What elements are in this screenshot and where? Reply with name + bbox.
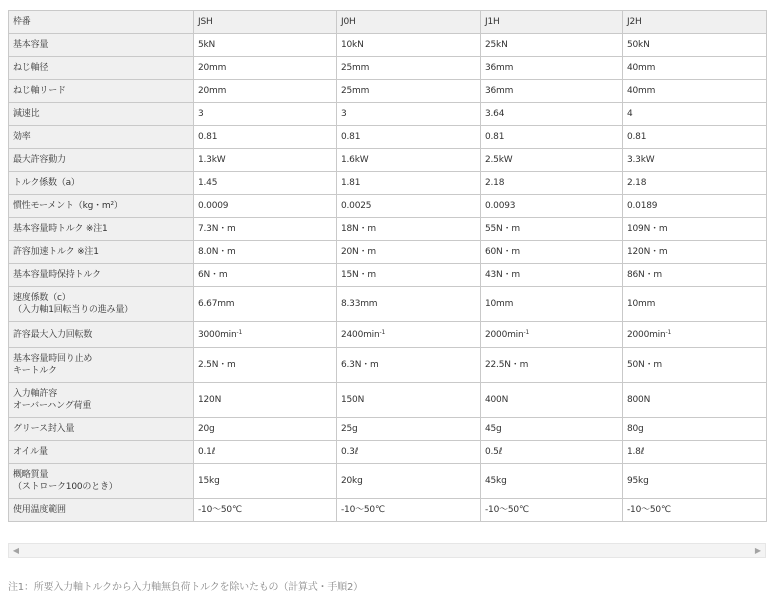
row-label-cell [9, 264, 194, 287]
cell-value: 2000min [627, 329, 666, 340]
value-cell-j2h [623, 103, 767, 126]
table-row [9, 57, 767, 80]
cell-value: 25mm [341, 63, 370, 73]
cell-value: 10mm [485, 299, 514, 309]
header-cell-frame: 枠番 [9, 11, 194, 34]
row-label-text: 基本容量 [13, 40, 49, 50]
unit-superscript: -1 [236, 328, 243, 336]
value-cell-j0h [337, 418, 481, 441]
header-cell-j0h: J0H [337, 11, 481, 34]
table-row [9, 218, 767, 241]
value-cell-j1h [481, 383, 623, 418]
cell-value: 400N [485, 395, 509, 405]
value-cell-j0h [337, 149, 481, 172]
value-cell-j2h [623, 172, 767, 195]
row-label-text: グリース封入量 [13, 424, 75, 434]
cell-value: 50kN [627, 40, 650, 50]
value-cell-j1h [481, 499, 623, 522]
cell-value: 40mm [627, 86, 656, 96]
cell-value: 1.6kW [341, 155, 369, 165]
value-cell-j1h [481, 322, 623, 348]
value-cell-j0h [337, 126, 481, 149]
value-cell-j2h [623, 80, 767, 103]
table-row [9, 172, 767, 195]
table-row [9, 34, 767, 57]
value-cell-jsh [194, 287, 337, 322]
row-label-cell [9, 195, 194, 218]
value-cell-jsh [194, 195, 337, 218]
value-cell-j1h [481, 241, 623, 264]
spec-table [8, 10, 767, 522]
value-cell-j0h [337, 464, 481, 499]
value-cell-j1h [481, 418, 623, 441]
row-label-text: 使用温度範囲 [13, 505, 66, 515]
cell-value: 3.64 [485, 109, 505, 119]
footnote-text: 注1：所要入力軸トルクから入力軸無負荷トルクを除いたもの（計算式・手順2） [8, 582, 363, 593]
row-label-cell [9, 57, 194, 80]
value-cell-j2h [623, 218, 767, 241]
cell-value: 0.81 [198, 132, 218, 142]
row-label-text: 最大許容動力 [13, 155, 66, 165]
value-cell-j1h [481, 80, 623, 103]
value-cell-jsh [194, 80, 337, 103]
cell-value: 2.18 [627, 178, 647, 188]
value-cell-j2h [623, 464, 767, 499]
cell-value: 15kg [198, 476, 220, 486]
value-cell-j2h [623, 499, 767, 522]
value-cell-j1h [481, 172, 623, 195]
row-label-text: 速度係数（c） [13, 293, 71, 303]
row-label-text: ねじ軸リード [13, 86, 66, 96]
row-label-cell [9, 348, 194, 383]
scroll-left-arrow-icon[interactable]: ◀ [12, 546, 20, 555]
value-cell-jsh [194, 126, 337, 149]
value-cell-j1h [481, 149, 623, 172]
unit-superscript: -1 [523, 328, 530, 336]
cell-value: 1.45 [198, 178, 218, 188]
value-cell-jsh [194, 464, 337, 499]
cell-value: 36mm [485, 63, 514, 73]
row-label-text: オーバーハング荷重 [13, 401, 92, 411]
cell-value: 15N・m [341, 270, 376, 280]
value-cell-j0h [337, 172, 481, 195]
value-cell-jsh [194, 418, 337, 441]
cell-value: 2400min [341, 329, 380, 340]
cell-value: 60N・m [485, 247, 520, 257]
spec-table-body [9, 11, 767, 522]
cell-value: 43N・m [485, 270, 520, 280]
value-cell-j0h [337, 241, 481, 264]
value-cell-j1h [481, 218, 623, 241]
value-cell-j2h [623, 418, 767, 441]
row-label-text: 許容加速トルク ※注1 [13, 247, 99, 257]
unit-superscript: -1 [379, 328, 386, 336]
cell-value: 6.67mm [198, 299, 235, 309]
value-cell-jsh [194, 383, 337, 418]
cell-value: 4 [627, 109, 633, 119]
cell-value: 0.3ℓ [341, 447, 359, 457]
cell-value: 6N・m [198, 270, 228, 280]
row-label-cell [9, 218, 194, 241]
table-row [9, 348, 767, 383]
cell-value: 18N・m [341, 224, 376, 234]
value-cell-j2h [623, 441, 767, 464]
row-label-text: ねじ軸径 [13, 63, 49, 73]
cell-value: 0.0093 [485, 201, 516, 211]
header-cell-jsh: JSH [194, 11, 337, 34]
cell-value: 120N [198, 395, 222, 405]
value-cell-j1h [481, 348, 623, 383]
row-label-text: 許容最大入力回転数 [13, 329, 93, 340]
cell-value: 36mm [485, 86, 514, 96]
value-cell-j2h [623, 195, 767, 218]
cell-value: 0.81 [485, 132, 505, 142]
cell-value: 86N・m [627, 270, 662, 280]
value-cell-jsh [194, 441, 337, 464]
cell-value: -10～50℃ [198, 505, 242, 515]
value-cell-j1h [481, 264, 623, 287]
cell-value: 0.5ℓ [485, 447, 503, 457]
table-row [9, 418, 767, 441]
table-row [9, 126, 767, 149]
cell-value: 2.5N・m [198, 360, 236, 370]
row-label-text: （ストローク100のとき） [13, 482, 118, 492]
value-cell-j1h [481, 287, 623, 322]
table-row [9, 383, 767, 418]
cell-value: 20kg [341, 476, 363, 486]
row-label-cell [9, 322, 194, 348]
value-cell-jsh [194, 499, 337, 522]
cell-value: 8.33mm [341, 299, 378, 309]
value-cell-j1h [481, 126, 623, 149]
row-label-cell [9, 418, 194, 441]
value-cell-j0h [337, 195, 481, 218]
value-cell-jsh [194, 172, 337, 195]
cell-value: 3 [198, 109, 204, 119]
value-cell-j2h [623, 264, 767, 287]
cell-value: -10～50℃ [485, 505, 529, 515]
table-row [9, 103, 767, 126]
value-cell-j0h [337, 287, 481, 322]
header-cell-j1h: J1H [481, 11, 623, 34]
cell-value: 7.3N・m [198, 224, 236, 234]
table-row [9, 80, 767, 103]
row-label-cell [9, 441, 194, 464]
value-cell-j0h [337, 383, 481, 418]
value-cell-j2h [623, 34, 767, 57]
row-label-cell [9, 383, 194, 418]
value-cell-j1h [481, 57, 623, 80]
value-cell-j0h [337, 348, 481, 383]
header-cell-j2h: J2H [623, 11, 767, 34]
value-cell-j0h [337, 218, 481, 241]
value-cell-jsh [194, 57, 337, 80]
row-label-text: 概略質量 [13, 470, 49, 480]
table-row [9, 287, 767, 322]
cell-value: 95kg [627, 476, 649, 486]
cell-value: 109N・m [627, 224, 668, 234]
table-row [9, 464, 767, 499]
row-label-cell [9, 126, 194, 149]
row-label-cell [9, 499, 194, 522]
cell-value: 800N [627, 395, 651, 405]
cell-value: 25kN [485, 40, 508, 50]
row-label-cell [9, 464, 194, 499]
cell-value: 6.3N・m [341, 360, 379, 370]
row-label-text: 基本容量時トルク ※注1 [13, 224, 108, 234]
cell-value: 80g [627, 424, 644, 434]
row-label-cell [9, 172, 194, 195]
spec-table-container [8, 10, 766, 522]
value-cell-j2h [623, 149, 767, 172]
value-cell-j1h [481, 34, 623, 57]
row-label-cell [9, 149, 194, 172]
cell-value: 0.81 [341, 132, 361, 142]
cell-value: 0.0025 [341, 201, 372, 211]
value-cell-jsh [194, 241, 337, 264]
cell-value: 2000min [485, 329, 524, 340]
scrollbar-track[interactable] [23, 546, 751, 555]
table-row [9, 441, 767, 464]
row-label-text: トルク係数（a） [13, 178, 80, 188]
value-cell-j0h [337, 499, 481, 522]
cell-value: 50N・m [627, 360, 662, 370]
table-row [9, 195, 767, 218]
horizontal-scrollbar[interactable] [8, 543, 766, 558]
value-cell-jsh [194, 322, 337, 348]
cell-value: 8.0N・m [198, 247, 236, 257]
scroll-right-arrow-icon[interactable]: ▶ [754, 546, 762, 555]
cell-value: 20mm [198, 86, 227, 96]
value-cell-jsh [194, 348, 337, 383]
row-label-text: 慣性モーメント（kg・m²） [13, 201, 123, 211]
cell-value: 1.3kW [198, 155, 226, 165]
cell-value: 3.3kW [627, 155, 655, 165]
value-cell-j1h [481, 464, 623, 499]
cell-value: 3000min [198, 329, 237, 340]
table-row [9, 322, 767, 348]
cell-value: 10mm [627, 299, 656, 309]
cell-value: 45g [485, 424, 502, 434]
row-label-text: 減速比 [13, 109, 40, 119]
cell-value: -10～50℃ [627, 505, 671, 515]
value-cell-j0h [337, 441, 481, 464]
cell-value: 120N・m [627, 247, 668, 257]
value-cell-j0h [337, 103, 481, 126]
value-cell-jsh [194, 218, 337, 241]
row-label-text: 基本容量時回り止め [13, 354, 93, 364]
value-cell-j0h [337, 322, 481, 348]
cell-value: 0.0189 [627, 201, 658, 211]
value-cell-j0h [337, 57, 481, 80]
cell-value: 3 [341, 109, 347, 119]
cell-value: 20g [198, 424, 215, 434]
table-row [9, 241, 767, 264]
row-label-cell [9, 241, 194, 264]
row-label-cell [9, 287, 194, 322]
value-cell-j0h [337, 264, 481, 287]
value-cell-j1h [481, 103, 623, 126]
value-cell-j2h [623, 383, 767, 418]
row-label-cell [9, 103, 194, 126]
table-row [9, 499, 767, 522]
value-cell-j2h [623, 126, 767, 149]
value-cell-j2h [623, 287, 767, 322]
row-label-text: （入力軸1回転当りの進み量） [13, 305, 133, 315]
row-label-cell [9, 80, 194, 103]
cell-value: 0.0009 [198, 201, 229, 211]
cell-value: 22.5N・m [485, 360, 529, 370]
cell-value: 25g [341, 424, 358, 434]
cell-value: 2.18 [485, 178, 505, 188]
cell-value: 1.8ℓ [627, 447, 645, 457]
cell-value: 45kg [485, 476, 507, 486]
cell-value: 25mm [341, 86, 370, 96]
value-cell-j2h [623, 348, 767, 383]
value-cell-jsh [194, 34, 337, 57]
cell-value: 5kN [198, 40, 216, 50]
value-cell-jsh [194, 264, 337, 287]
cell-value: 2.5kW [485, 155, 513, 165]
cell-value: 10kN [341, 40, 364, 50]
cell-value: 20mm [198, 63, 227, 73]
table-row [9, 264, 767, 287]
row-label-text: 効率 [13, 132, 31, 142]
cell-value: 40mm [627, 63, 656, 73]
value-cell-j2h [623, 57, 767, 80]
row-label-text: オイル量 [13, 447, 48, 457]
row-label-text: 入力軸許容 [13, 389, 58, 399]
cell-value: -10～50℃ [341, 505, 385, 515]
value-cell-j0h [337, 80, 481, 103]
value-cell-jsh [194, 103, 337, 126]
row-label-text: キートルク [13, 366, 57, 376]
cell-value: 150N [341, 395, 365, 405]
cell-value: 0.81 [627, 132, 647, 142]
cell-value: 55N・m [485, 224, 520, 234]
value-cell-j2h [623, 322, 767, 348]
value-cell-j0h [337, 34, 481, 57]
value-cell-j1h [481, 195, 623, 218]
table-header-row [9, 11, 767, 34]
cell-value: 20N・m [341, 247, 376, 257]
value-cell-j1h [481, 441, 623, 464]
cell-value: 0.1ℓ [198, 447, 216, 457]
table-row [9, 149, 767, 172]
cell-value: 1.81 [341, 178, 361, 188]
value-cell-j2h [623, 241, 767, 264]
unit-superscript: -1 [665, 328, 672, 336]
row-label-cell [9, 34, 194, 57]
row-label-text: 基本容量時保持トルク [13, 270, 101, 280]
value-cell-jsh [194, 149, 337, 172]
